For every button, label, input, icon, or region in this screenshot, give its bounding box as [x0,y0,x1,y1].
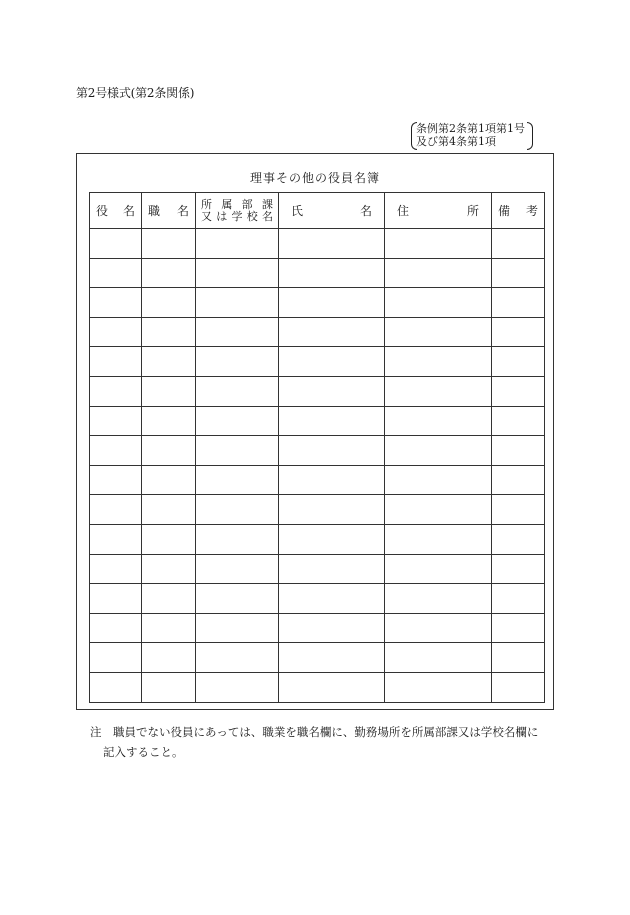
table-row [90,436,545,466]
cell-job [142,524,196,554]
cell-role [90,584,142,614]
cell-job [142,672,196,702]
note-marker: 注 [90,725,102,739]
cell-remarks [492,258,545,288]
cell-role [90,672,142,702]
cell-role [90,347,142,377]
cell-remarks [492,672,545,702]
cell-address [385,376,492,406]
cell-department [196,584,279,614]
cell-job [142,584,196,614]
cell-address [385,406,492,436]
cell-job [142,613,196,643]
col-header-department: 所 属 部 課 又 は 学 校 名 [196,193,279,229]
cell-job [142,288,196,318]
cell-name [279,643,385,673]
cell-job [142,317,196,347]
table-row [90,554,545,584]
cell-department [196,258,279,288]
table-row [90,495,545,525]
cell-department [196,347,279,377]
table-row [90,613,545,643]
cell-remarks [492,376,545,406]
cell-department [196,495,279,525]
col-header-address: 住 所 [385,193,492,229]
cell-name [279,495,385,525]
cell-role [90,613,142,643]
cell-address [385,317,492,347]
officer-roster-table [89,192,545,703]
cell-job [142,258,196,288]
reference-line-2: 及び第4条第1項 [416,135,496,148]
cell-address [385,524,492,554]
cell-remarks [492,465,545,495]
cell-remarks [492,347,545,377]
cell-name [279,554,385,584]
form-number-label: 第2号様式(第2条関係) [76,86,195,100]
cell-address [385,643,492,673]
form-title: 理事その他の役員名簿 [249,171,380,185]
cell-role [90,288,142,318]
cell-job [142,229,196,259]
cell-role [90,406,142,436]
cell-remarks [492,229,545,259]
cell-name [279,465,385,495]
table-row [90,643,545,673]
cell-address [385,465,492,495]
cell-role [90,258,142,288]
cell-remarks [492,495,545,525]
cell-address [385,554,492,584]
table-row [90,317,545,347]
cell-role [90,495,142,525]
cell-name [279,376,385,406]
table-row [90,524,545,554]
cell-name [279,672,385,702]
cell-department [196,436,279,466]
table-row [90,347,545,377]
cell-address [385,495,492,525]
col-header-role: 役 名 [90,193,142,229]
cell-department [196,672,279,702]
cell-remarks [492,317,545,347]
cell-department [196,554,279,584]
cell-role [90,554,142,584]
cell-job [142,347,196,377]
table-row [90,672,545,702]
table-row [90,229,545,259]
cell-job [142,554,196,584]
cell-address [385,288,492,318]
cell-name [279,347,385,377]
cell-name [279,229,385,259]
cell-department [196,406,279,436]
cell-job [142,643,196,673]
cell-address [385,584,492,614]
cell-remarks [492,584,545,614]
cell-department [196,643,279,673]
cell-department [196,229,279,259]
cell-remarks [492,524,545,554]
col-header-name: 氏 名 [279,193,385,229]
cell-remarks [492,436,545,466]
form-frame [76,153,554,710]
cell-name [279,406,385,436]
table-row [90,584,545,614]
cell-job [142,376,196,406]
cell-job [142,436,196,466]
table-row [90,406,545,436]
cell-remarks [492,554,545,584]
cell-name [279,317,385,347]
reference-line-1: 条例第2条第1項第1号 [416,122,525,135]
table-row [90,376,545,406]
cell-name [279,584,385,614]
cell-remarks [492,406,545,436]
cell-role [90,643,142,673]
table-row [90,258,545,288]
article-reference [411,122,533,150]
cell-department [196,376,279,406]
cell-department [196,524,279,554]
cell-role [90,524,142,554]
header-row [90,193,545,229]
col-header-job-title: 職 名 [142,193,196,229]
right-bracket [527,122,533,150]
cell-remarks [492,288,545,318]
cell-name [279,436,385,466]
cell-department [196,317,279,347]
cell-remarks [492,643,545,673]
cell-name [279,288,385,318]
footnote [90,722,538,762]
cell-address [385,613,492,643]
cell-address [385,347,492,377]
cell-role [90,465,142,495]
roster-body [90,229,545,703]
cell-remarks [492,613,545,643]
cell-name [279,613,385,643]
cell-role [90,376,142,406]
cell-department [196,613,279,643]
cell-name [279,258,385,288]
note-line-2: 記入すること。 [103,745,184,759]
cell-address [385,672,492,702]
cell-address [385,229,492,259]
cell-department [196,288,279,318]
table-row [90,288,545,318]
col-header-remarks: 備 考 [492,193,545,229]
cell-role [90,229,142,259]
cell-role [90,317,142,347]
cell-department [196,465,279,495]
cell-job [142,495,196,525]
cell-role [90,436,142,466]
table-row [90,465,545,495]
cell-address [385,258,492,288]
note-line-1: 職員でない役員にあっては、職業を職名欄に、勤務場所を所属部課又は学校名欄に [113,725,539,739]
cell-job [142,465,196,495]
cell-name [279,524,385,554]
cell-job [142,406,196,436]
cell-address [385,436,492,466]
